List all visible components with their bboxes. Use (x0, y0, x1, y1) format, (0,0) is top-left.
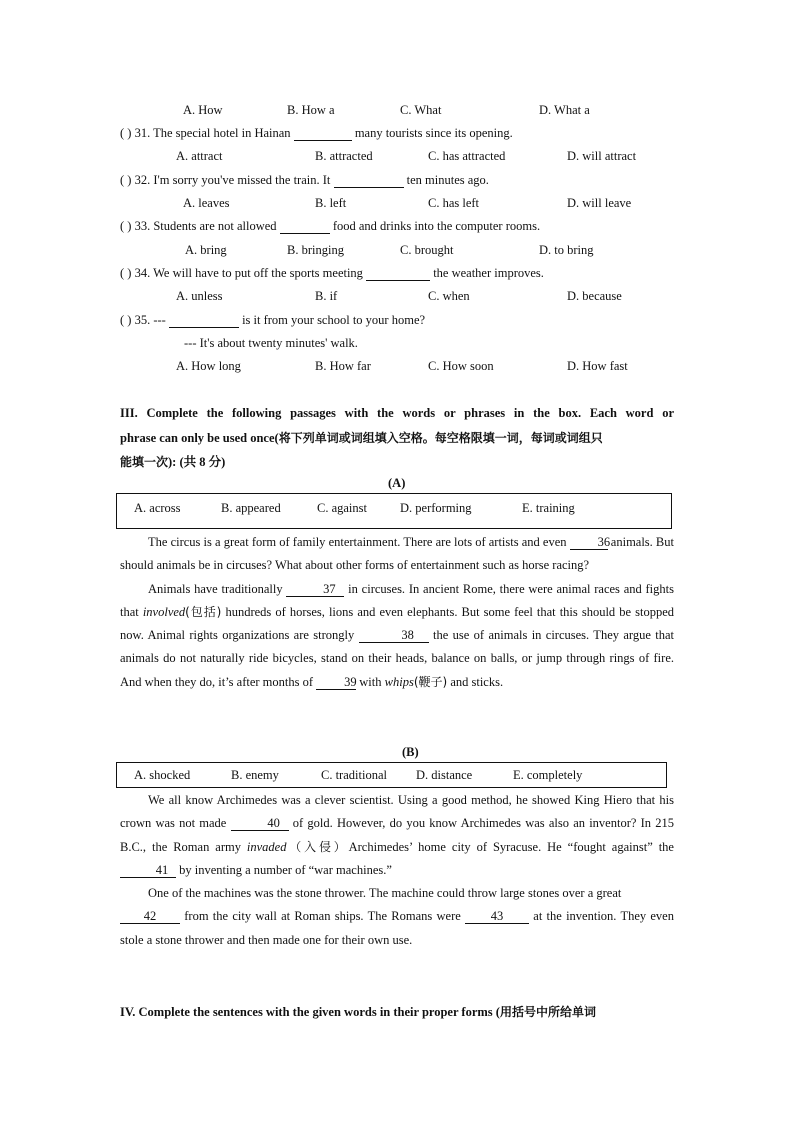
word-box-item: A. shocked (134, 768, 191, 782)
word-box-item: B. appeared (221, 501, 281, 515)
word-box-item: E. training (522, 501, 575, 515)
q34-option-c: C. when (428, 289, 470, 303)
passage-a-label: (A) (388, 476, 406, 490)
q35-option-d: D. How fast (567, 359, 628, 373)
answer-blank-38[interactable]: 38 (359, 629, 429, 643)
paragraph: The circus is a great form of family entertainment. There are lots of artists and even 36 animals. But should animals be in circuses? What about other forms of entertainment such as horse racing? (120, 535, 674, 573)
q33-option-a: A. bring (185, 243, 227, 257)
q30-option-c: C. What (400, 103, 442, 117)
paragraph: One of the machines was the stone thrower. The machine could throw large stones over a great (148, 886, 622, 901)
paragraph: We all know Archimedes was a clever scientist. Using a good method, he showed King Hiero that his crown was not made 40 of gold. However, do you know Archimedes was also an inventor? In 215 B.C., the Roman army invaded（入侵）Archimedes’ home city of Syracuse. He “fought against” the 41 by inventing a number of “war machines.” (120, 793, 674, 877)
q34-option-b: B. if (315, 289, 338, 303)
q33-option-b: B. bringing (287, 243, 344, 257)
section-3-heading-line2: phrase can only be used once(将下列单词或词组填入空格。每空格限填一词，每词或词组只 (120, 431, 603, 445)
question-34: ( ) 34. We will have to put off the sports meeting the weather improves. (120, 266, 544, 280)
word-box-b (116, 762, 667, 788)
answer-blank[interactable] (169, 314, 239, 328)
word-box-a (116, 493, 672, 529)
q35-option-c: C. How soon (428, 359, 494, 373)
q32-option-d: D. will leave (567, 196, 632, 210)
passage-b-label: (B) (402, 745, 419, 759)
q31-option-c: C. has attracted (428, 149, 506, 163)
q35-reply: --- It's about twenty minutes' walk. (184, 336, 358, 350)
answer-blank-43[interactable]: 43 (465, 910, 529, 924)
section-4-heading: IV. Complete the sentences with the given words in their proper forms (用括号中所给单词 (120, 1005, 596, 1019)
answer-blank-41[interactable]: 41 (120, 864, 176, 878)
paragraph: Animals have traditionally 37 in circuses. In ancient Rome, there were animal races and fights that involved(包括) hundreds of horses, lions and even elephants. But some feel that this should be stopped now. Animal rights organizations are strongly 38 the use of animals in circuses. They argue that animals do not naturally ride bicycles, stand on their heads, balance on balls, or jump through rings of fire. And when they do, it’s after months of 39 with whips(鞭子) and sticks. (120, 581, 675, 689)
answer-blank-36[interactable]: 36 (570, 536, 608, 550)
question-33: ( ) 33. Students are not allowed food and drinks into the computer rooms. (120, 219, 541, 233)
section-3-heading-line1: III. Complete the following passages with the words or phrases in the box. Each word or (120, 406, 674, 420)
answer-blank[interactable] (366, 267, 430, 281)
answer-blank-40[interactable]: 40 (231, 817, 289, 831)
word-box-item: C. against (317, 501, 367, 515)
q32-option-a: A. leaves (183, 196, 230, 210)
q33-option-d: D. to bring (539, 243, 594, 257)
answer-blank-37[interactable]: 37 (286, 583, 344, 597)
word-box-item: D. performing (400, 501, 472, 515)
q31-option-a: A. attract (176, 149, 223, 163)
q32-option-c: C. has left (428, 196, 480, 210)
question-35: ( ) 35. --- is it from your school to your home? (120, 313, 426, 327)
q30-option-b: B. How a (287, 103, 335, 117)
q32-option-b: B. left (315, 196, 347, 210)
answer-blank[interactable] (294, 127, 352, 141)
word-box-item: D. distance (416, 768, 473, 782)
passage-b-text (120, 789, 674, 952)
word-box-item: A. across (134, 501, 181, 515)
answer-blank-39[interactable]: 39 (316, 676, 356, 690)
q34-option-a: A. unless (176, 289, 223, 303)
section-3-heading-line3: 能填一次): (共 8 分) (120, 455, 226, 469)
q35-option-a: A. How long (176, 359, 241, 373)
answer-blank-42[interactable]: 42 (120, 910, 180, 924)
word-box-item: B. enemy (231, 768, 279, 782)
question-32: ( ) 32. I'm sorry you've missed the train. It ten minutes ago. (120, 173, 489, 187)
q34-option-d: D. because (567, 289, 622, 303)
q30-option-d: D. What a (539, 103, 590, 117)
q31-option-b: B. attracted (315, 149, 373, 163)
q31-option-d: D. will attract (567, 149, 637, 163)
word-box-item: C. traditional (321, 768, 387, 782)
q33-option-c: C. brought (400, 243, 454, 257)
passage-a-text (120, 531, 674, 694)
paragraph: 42 from the city wall at Roman ships. The Romans were 43 at the invention. They even stole a stone thrower and then made one for their own use. (120, 909, 674, 947)
q30-option-a: A. How (183, 103, 223, 117)
answer-blank[interactable] (334, 174, 404, 188)
question-31: ( ) 31. The special hotel in Hainan many tourists since its opening. (120, 126, 513, 140)
q35-option-b: B. How far (315, 359, 371, 373)
word-box-item: E. completely (513, 768, 583, 782)
answer-blank[interactable] (280, 220, 330, 234)
